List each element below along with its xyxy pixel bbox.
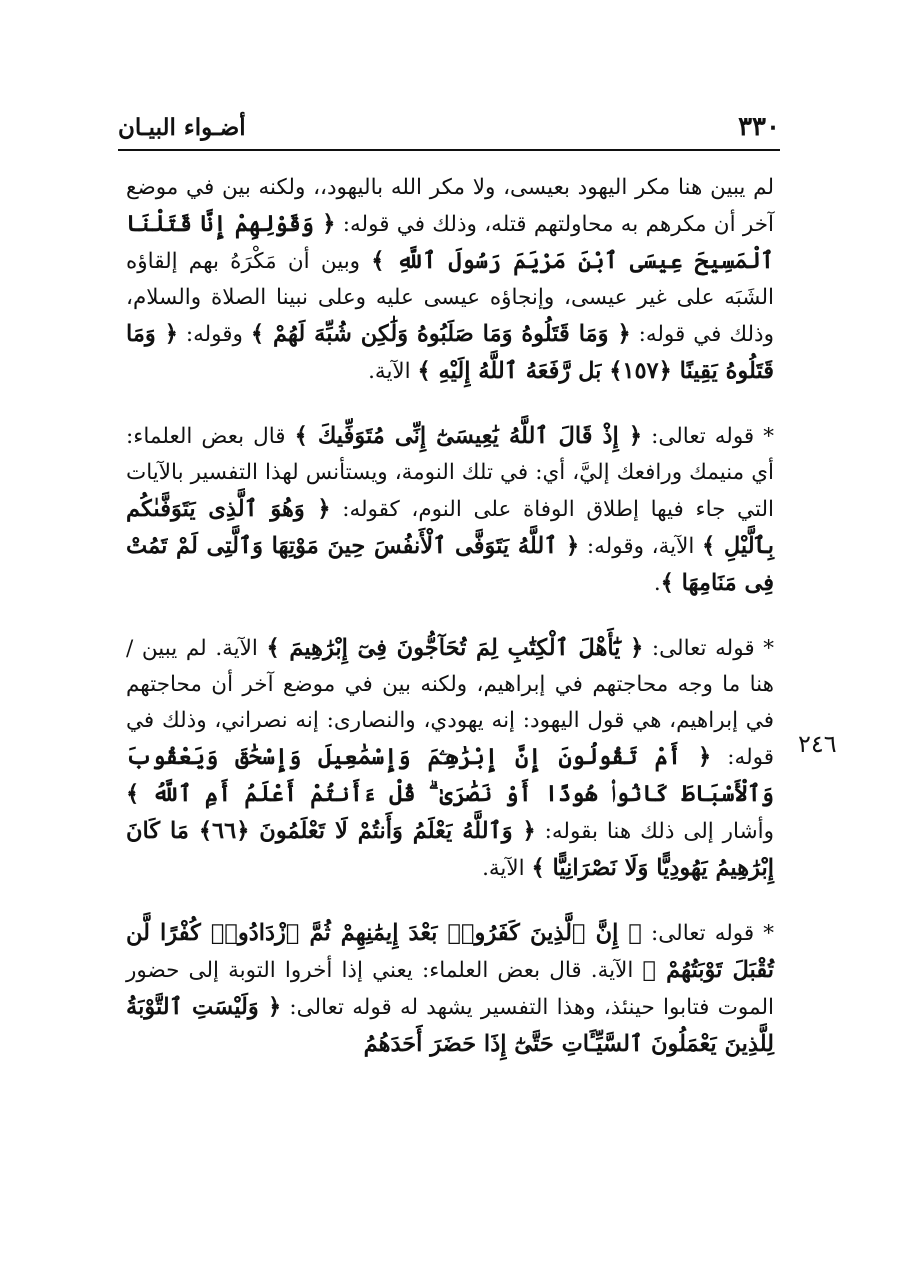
header-rule — [118, 149, 780, 151]
quran-verse: ﴿ إِذْ قَالَ ٱللَّهُ يَٰعِيسَىٰٓ إِنِّى مُتَوَفِّيكَ ﴾ — [294, 423, 643, 449]
commentary-text: وقوله: — [177, 322, 251, 347]
commentary-text: لم يبين هنا مكر اليهود بعيسى، ولا مكر الله باليهود،، ولكنه بين في موضع آخر أن مكرهم به محاولتهم قتله، وذلك في قوله: — [126, 175, 774, 237]
commentary-text: الآية. لم يبين / هنا ما وجه محاجتهم في إبراهيم، ولكنه بين في موضع آخر أن محاجتهم في إبراهيم، هي قول اليهود: إنه يهودي، والنصارى: إنه نصراني، وذلك في قوله: — [126, 636, 775, 770]
book-title: أضـواء البيـان — [118, 114, 246, 141]
commentary-text: * قوله تعالى: — [641, 921, 774, 946]
body-text — [126, 170, 774, 1091]
commentary-text: وبين أن مَكْرَهُ بهم إلقاؤه الشَبَه على غير عيسى، وإنجاؤه عيسى عليه وعلى نبينا الصلاة والسلام، وذلك في قوله: — [126, 249, 774, 347]
margin-page-reference: ٢٤٦ — [798, 730, 837, 758]
quran-verse: ﴿ وَلَيْسَتِ ٱلتَّوْبَةُ لِلَّذِينَ يَعْمَلُونَ ٱلسَّيِّـَٔاتِ حَتَّىٰٓ إِذَا حَضَرَ أَحَدَهُمُ — [126, 994, 774, 1057]
commentary-text: الآية، وقوله: — [579, 534, 703, 559]
commentary-text: وأشار إلى ذلك هنا بقوله: — [535, 819, 774, 844]
quran-verse: ﴿ يَٰٓأَهْلَ ٱلْكِتَٰبِ لِمَ تُحَآجُّونَ فِىٓ إِبْرَٰهِيمَ ﴾ — [266, 635, 644, 661]
quran-verse: ﴿ إِنَّ ٱلَّذِينَ كَفَرُوا۟ بَعْدَ إِيمَٰنِهِمْ ثُمَّ ٱزْدَادُوا۟ كُفْرًا لَّن تُقْبَلَ تَوْبَتُهُمْ ﴾ — [126, 920, 774, 983]
commentary-text: * قوله تعالى: — [643, 636, 774, 661]
commentary-text: . — [653, 571, 661, 596]
commentary-text: الآية. قال بعض العلماء: يعني إذا أخروا التوبة إلى حضور الموت فتابوا حينئذ، وهذا التفسير يشهد له قوله تعالى: — [126, 958, 774, 1020]
quran-verse: ﴿ وَقَوْلِهِمْ إِنَّا قَتَلْنَا ٱلْمَسِيحَ عِيسَى ٱبْنَ مَرْيَمَ رَسُولَ ٱللَّهِ ﴾ — [126, 211, 774, 274]
quran-verse: ﴿ وَهُوَ ٱلَّذِى يَتَوَفَّىٰكُم بِٱلَّيْلِ ﴾ — [126, 496, 774, 559]
quran-verse: ﴿ وَمَا قَتَلُوهُ يَقِينًا ﴿١٥٧﴾ بَل رَّفَعَهُ ٱللَّهُ إِلَيْهِ ﴾ — [126, 321, 774, 384]
commentary-text: قال بعض العلماء: أي منيمك ورافعك إليَّ، أي: في تلك النومة، ويستأنس لهذا التفسير بالآيات التي جاء فيها إطلاق الوفاة على النوم، كقوله: — [126, 424, 774, 522]
page-number: ٣٣٠ — [738, 112, 780, 142]
paragraph — [126, 630, 774, 887]
quran-verse: ﴿ ٱللَّهُ يَتَوَفَّى ٱلْأَنفُسَ حِينَ مَوْتِهَا وَٱلَّتِى لَمْ تَمُتْ فِى مَنَامِهَا ﴾ — [126, 533, 774, 596]
paragraph — [126, 915, 774, 1063]
paragraph — [126, 418, 774, 602]
quran-verse: ﴿ وَٱللَّهُ يَعْلَمُ وَأَنتُمْ لَا تَعْلَمُونَ ﴿٦٦﴾ مَا كَانَ إِبْرَٰهِيمُ يَهُودِيًّا وَلَا نَصْرَانِيًّا ﴾ — [126, 818, 774, 881]
paragraph — [126, 170, 774, 390]
quran-verse: ﴿ وَمَا قَتَلُوهُ وَمَا صَلَبُوهُ وَلَٰكِن شُبِّهَ لَهُمْ ﴾ — [250, 321, 631, 347]
commentary-text: * قوله تعالى: — [642, 424, 775, 449]
running-head — [118, 112, 780, 146]
commentary-text: الآية. — [482, 856, 532, 881]
commentary-text: الآية. — [368, 359, 418, 384]
quran-verse: ﴿ أَمْ تَقُولُونَ إِنَّ إِبْرَٰهِـۧمَ وَإِسْمَٰعِيلَ وَإِسْحَٰقَ وَيَعْقُوبَ وَٱلْأَسْبَاطَ كَانُوا۟ هُودًا أَوْ نَصَٰرَىٰ ۗ قُلْ ءَأَنتُمْ أَعْلَمُ أَمِ ٱللَّهُ ﴾ — [126, 744, 774, 807]
